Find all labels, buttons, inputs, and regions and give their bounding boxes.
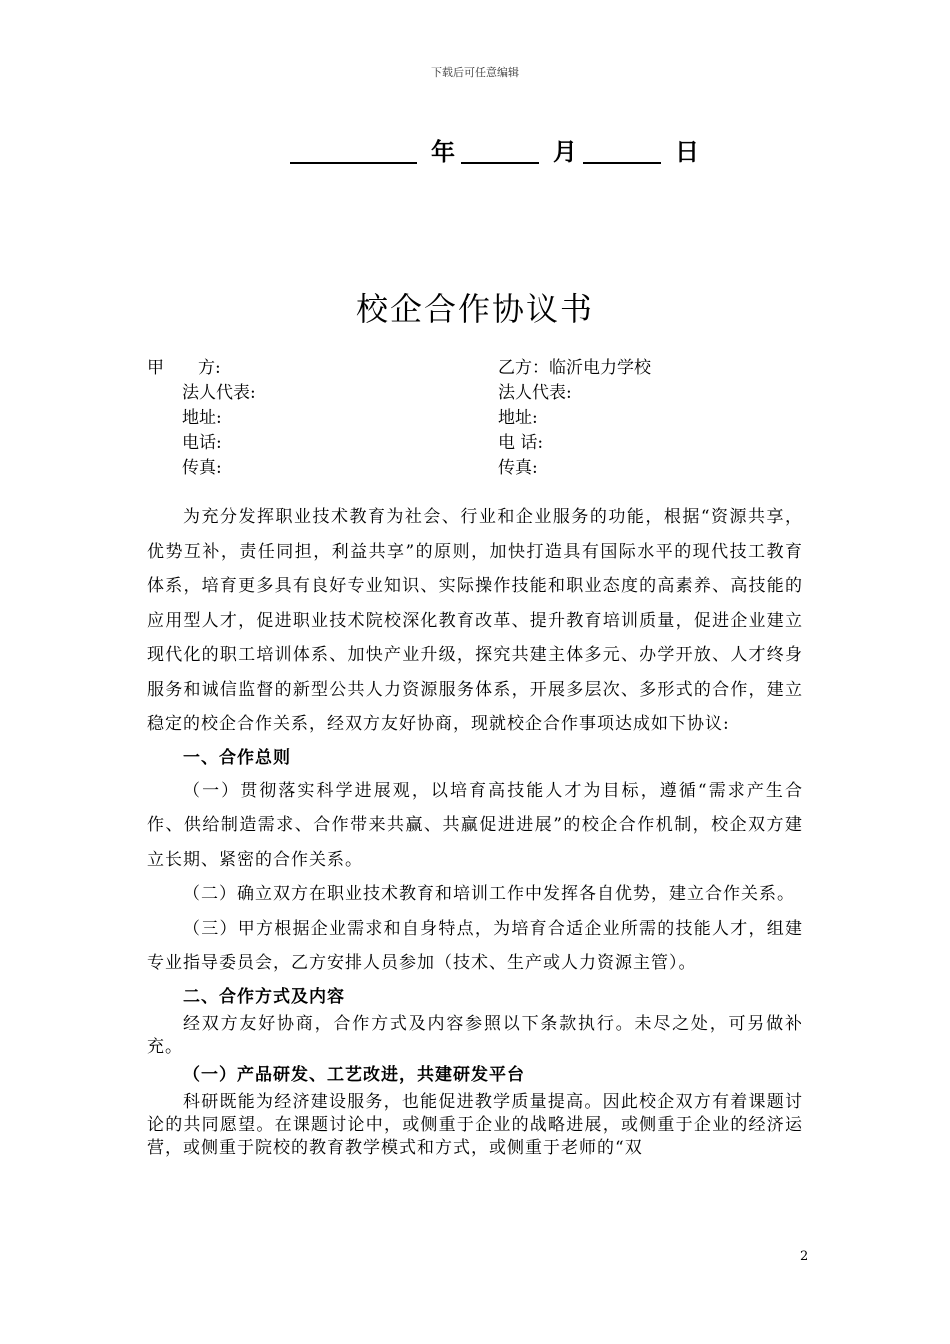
- section1-heading: 一、合作总则: [183, 747, 291, 768]
- section1-item-2: （二）确立双方在职业技术教育和培训工作中发挥各自优势，建立合作关系。: [183, 884, 795, 904]
- document-title: 校企合作协议书: [355, 290, 594, 328]
- document-body: [147, 500, 803, 1160]
- party-b-address: 地址:: [498, 408, 538, 428]
- header-note: 下载后可任意编辑: [431, 66, 519, 79]
- party-b-phone: 电 话:: [498, 433, 544, 453]
- party-a-fax: 传真:: [182, 458, 222, 478]
- section1-item-3: （三）甲方根据企业需求和自身特点，为培育合适企业所需的技能人才，组建专业指导委员会，乙方安排人员参加（技术、生产或人力资源主管）。: [147, 918, 803, 973]
- day-label: 日: [675, 138, 699, 166]
- intro-paragraph: 为充分发挥职业技术教育为社会、行业和企业服务的功能，根据“资源共享，优势互补，责任同担，利益共享”的原则，加快打造具有国际水平的现代技工教育体系，培育更多具有良好专业知识、实际操作技能和职业态度的高素养、高技能的应用型人才，促进职业技术院校深化教育改革、提升教育培训质量，促进企业建立现代化的职工培训体系、加快产业升级，探究共建主体多元、办学开放、人才终身服务和诚信监督的新型公共人力资源服务体系，开展多层次、多形式的合作，建立稳定的校企合作关系，经双方友好协商，现就校企合作事项达成如下协议:: [147, 507, 803, 734]
- party-b-label: 乙方：临沂电力学校: [498, 358, 651, 378]
- page-number: 2: [800, 1249, 809, 1264]
- month-label: 月: [553, 138, 577, 166]
- day-blank[interactable]: [583, 138, 661, 164]
- year-blank[interactable]: [290, 138, 417, 164]
- date-line: [290, 132, 705, 167]
- party-b-rep: 法人代表:: [498, 383, 572, 403]
- year-label: 年: [431, 138, 455, 166]
- section2-intro: 经双方友好协商，合作方式及内容参照以下条款执行。未尽之处，可另做补充。: [147, 1013, 803, 1057]
- section1-item-1: （一）贯彻落实科学进展观，以培育高技能人才为目标，遵循“需求产生合作、供给制造需求、合作带来共赢、共赢促进进展”的校企合作机制，校企双方建立长期、紧密的合作关系。: [147, 780, 803, 870]
- section2-sub1-text: 科研既能为经济建设服务，也能促进教学质量提高。因此校企双方有着课题讨论的共同愿望。在课题讨论中，或侧重于企业的战略进展，或侧重于企业的经济运营，或侧重于院校的教育教学模式和方式，或侧重于老师的“双: [147, 1091, 803, 1158]
- month-blank[interactable]: [461, 138, 539, 164]
- party-a-rep: 法人代表:: [182, 383, 256, 403]
- party-a-label: 甲 方:: [147, 358, 221, 378]
- section2-sub1-heading: （一）产品研发、工艺改进，共建研发平台: [183, 1064, 525, 1085]
- party-b-fax: 传真:: [498, 458, 538, 478]
- section2-heading: 二、合作方式及内容: [183, 986, 345, 1007]
- party-a-address: 地址:: [182, 408, 222, 428]
- party-a-phone: 电话:: [182, 433, 222, 453]
